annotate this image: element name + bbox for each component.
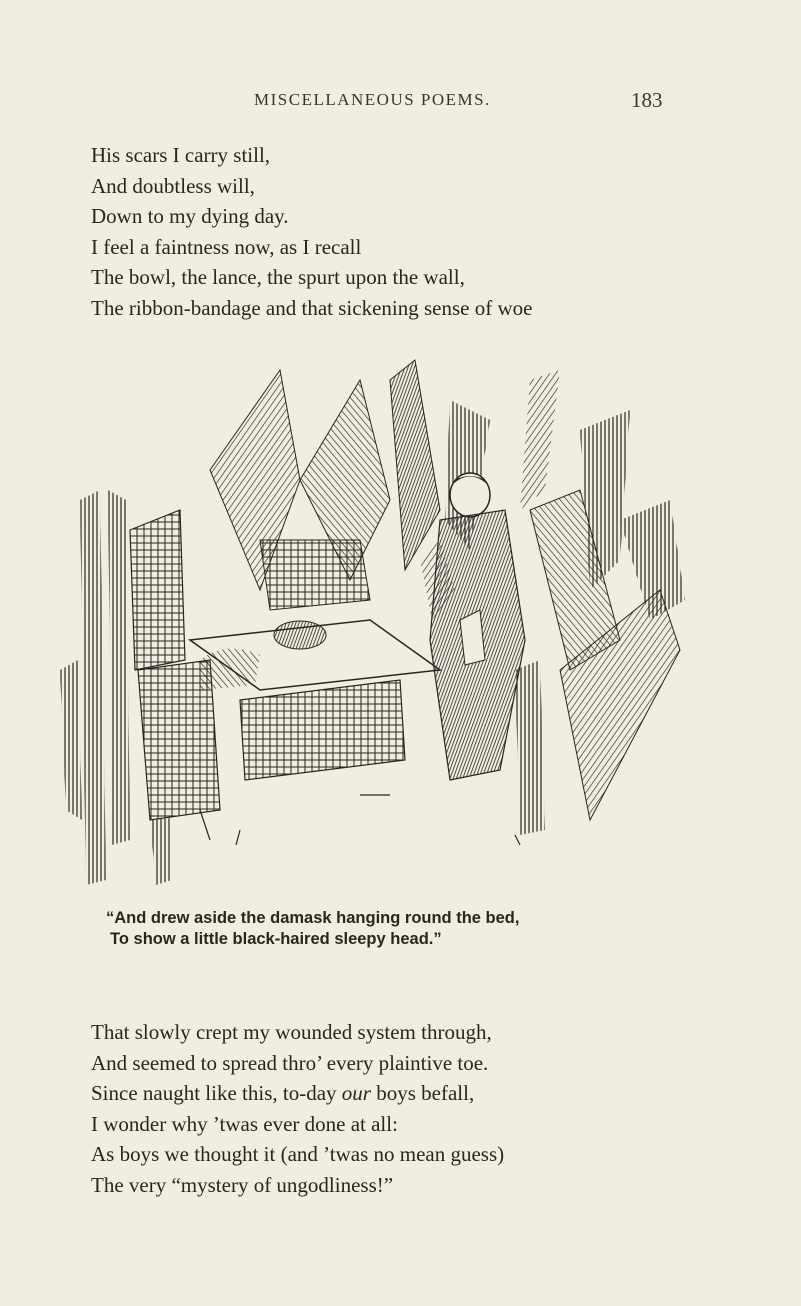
poem-line: That slowly crept my wounded system through, bbox=[91, 1020, 492, 1044]
floor-lines bbox=[200, 795, 520, 845]
page-number: 183 bbox=[631, 88, 663, 112]
poem-line: As boys we thought it (and ’twas no mean guess) bbox=[91, 1142, 505, 1166]
poem-line: I wonder why ’twas ever done at all: bbox=[91, 1111, 398, 1136]
standing-figure bbox=[420, 473, 525, 780]
bedroom-engraving-illustration bbox=[60, 340, 700, 900]
illustration-caption bbox=[106, 908, 519, 950]
poem-line: And doubtless will, bbox=[91, 173, 255, 198]
poem-emphasis: our bbox=[341, 1081, 371, 1105]
bed bbox=[190, 620, 440, 780]
poem-line: Down to my dying day. bbox=[91, 204, 289, 228]
caption-line: “And drew aside the damask hanging round the bed, bbox=[106, 909, 520, 927]
poem-line: The bowl, the lance, the spurt upon the wall, bbox=[91, 265, 465, 289]
poem-line-start: Since naught like this, to-day bbox=[91, 1081, 337, 1105]
poem-line: I feel a faintness now, as I recall bbox=[91, 234, 362, 259]
poem-line: The ribbon-bandage and that sickening sense of woe bbox=[91, 295, 533, 320]
poem-line: The very “mystery of ungodliness!” bbox=[91, 1172, 394, 1197]
poem-line: And seemed to spread thro’ every plaintive toe. bbox=[91, 1050, 489, 1075]
running-title: MISCELLANEOUS POEMS. bbox=[254, 90, 491, 109]
poem-line: His scars I carry still, bbox=[91, 143, 271, 167]
poem-line bbox=[91, 1078, 504, 1109]
caption-line: To show a little black-haired sleepy head.” bbox=[110, 930, 442, 948]
running-head bbox=[0, 90, 801, 114]
poem-stanza-2 bbox=[91, 1017, 504, 1200]
left-curtain bbox=[60, 490, 220, 885]
poem-line-end: boys befall, bbox=[376, 1081, 475, 1105]
poem-stanza-1 bbox=[91, 140, 532, 323]
